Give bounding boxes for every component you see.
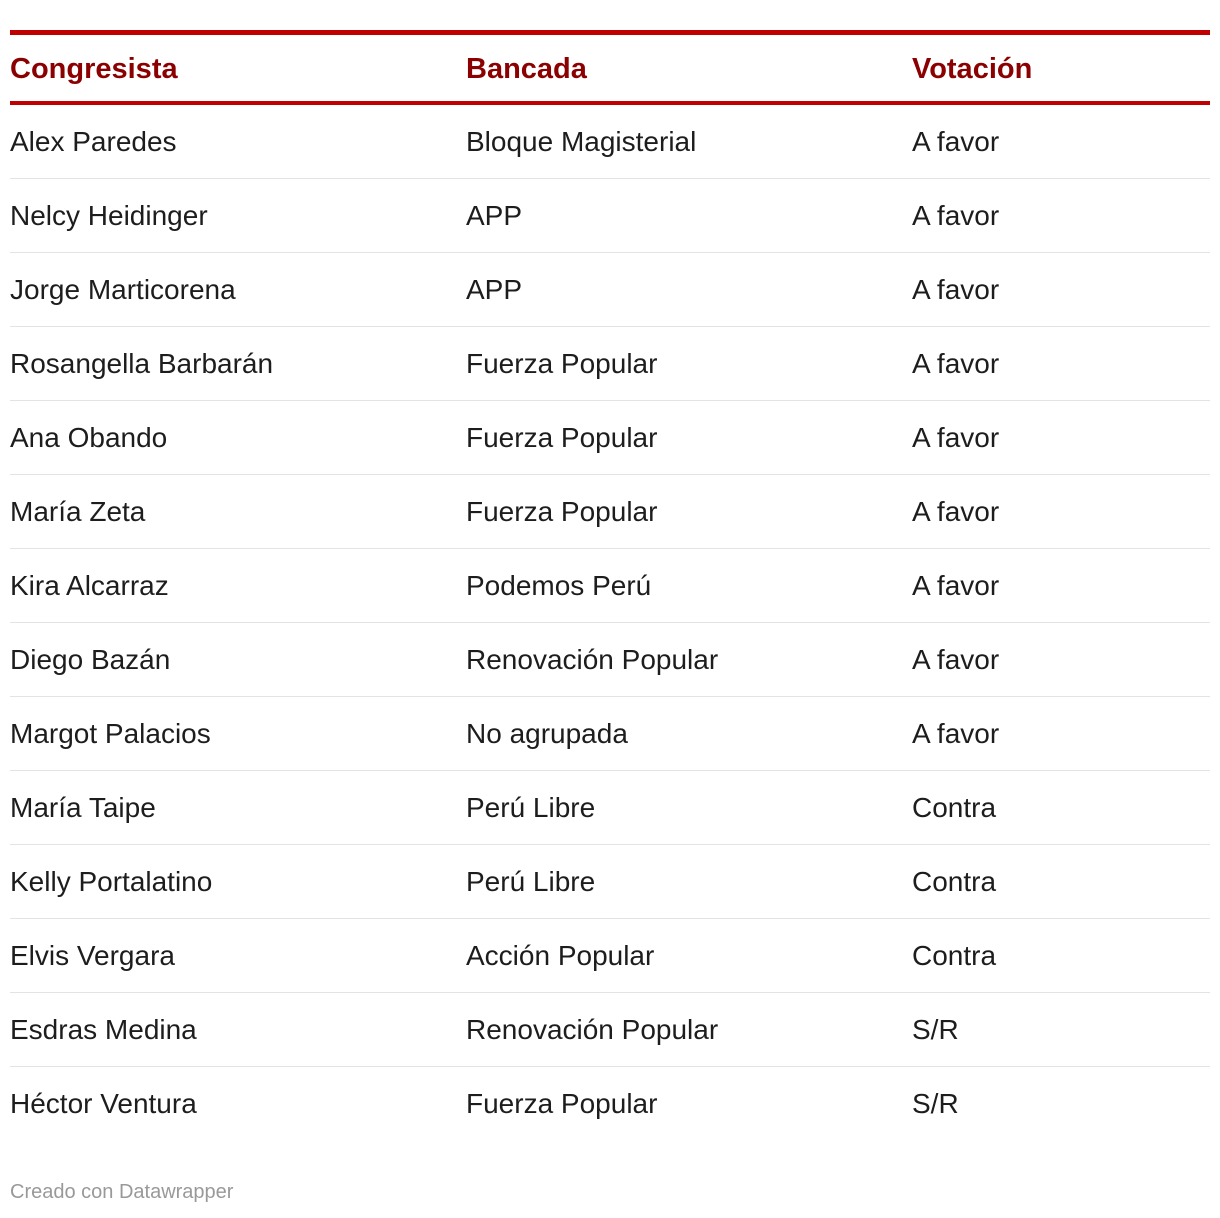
cell-votacion: Contra	[912, 939, 997, 971]
cell-votacion: A favor	[912, 199, 1000, 231]
cell-bancada: Fuerza Popular	[466, 347, 658, 379]
table-row	[10, 845, 1210, 919]
cell-congresista: Ana Obando	[10, 421, 168, 453]
table-row	[10, 401, 1210, 475]
cell-votacion: A favor	[912, 495, 1000, 527]
cell-votacion: A favor	[912, 569, 1000, 601]
cell-bancada: APP	[466, 273, 523, 305]
cell-congresista: Elvis Vergara	[10, 939, 175, 971]
cell-congresista: Nelcy Heidinger	[10, 199, 208, 231]
cell-bancada: APP	[466, 199, 523, 231]
cell-votacion: S/R	[912, 1013, 959, 1045]
table-row	[10, 475, 1210, 549]
table-body	[10, 105, 1210, 1141]
cell-congresista: Alex Paredes	[10, 125, 177, 157]
table-row	[10, 623, 1210, 697]
cell-congresista: Rosangella Barbarán	[10, 347, 274, 379]
table-row	[10, 105, 1210, 179]
cell-votacion: A favor	[912, 421, 1000, 453]
cell-bancada: Fuerza Popular	[466, 495, 658, 527]
datawrapper-credit: Creado con Datawrapper	[10, 1181, 234, 1203]
table-row	[10, 1067, 1210, 1141]
cell-congresista: Héctor Ventura	[10, 1088, 197, 1119]
cell-bancada: Perú Libre	[466, 791, 596, 823]
cell-votacion: Contra	[912, 791, 997, 823]
votes-table	[10, 30, 1210, 1141]
cell-congresista: Kelly Portalatino	[10, 865, 213, 897]
cell-votacion: Contra	[912, 865, 997, 897]
table-row	[10, 253, 1210, 327]
cell-bancada: Bloque Magisterial	[466, 125, 697, 157]
cell-bancada: Renovación Popular	[466, 643, 719, 675]
table-row	[10, 697, 1210, 771]
header-congresista[interactable]: Congresista	[10, 52, 178, 85]
cell-congresista: María Zeta	[10, 495, 146, 527]
cell-bancada: Acción Popular	[466, 939, 655, 971]
cell-congresista: Esdras Medina	[10, 1013, 197, 1045]
cell-bancada: Podemos Perú	[466, 569, 652, 601]
cell-votacion: A favor	[912, 717, 1000, 749]
cell-votacion: A favor	[912, 643, 1000, 675]
cell-votacion: A favor	[912, 347, 1000, 379]
cell-votacion: A favor	[912, 273, 1000, 305]
cell-bancada: No agrupada	[466, 717, 628, 749]
cell-bancada: Renovación Popular	[466, 1013, 719, 1045]
cell-votacion: A favor	[912, 125, 1000, 157]
cell-bancada: Fuerza Popular	[466, 1088, 658, 1119]
table-row	[10, 549, 1210, 623]
table-header	[10, 35, 1210, 105]
table-row	[10, 919, 1210, 993]
cell-congresista: Jorge Marticorena	[10, 273, 236, 305]
cell-congresista: Kira Alcarraz	[10, 569, 169, 601]
cell-congresista: Diego Bazán	[10, 643, 171, 675]
cell-congresista: Margot Palacios	[10, 717, 211, 749]
cell-bancada: Fuerza Popular	[466, 421, 658, 453]
table-row	[10, 179, 1210, 253]
cell-congresista: María Taipe	[10, 791, 156, 823]
header-bancada[interactable]: Bancada	[466, 52, 587, 85]
table-row	[10, 993, 1210, 1067]
cell-bancada: Perú Libre	[466, 865, 596, 897]
cell-votacion: S/R	[912, 1088, 959, 1119]
header-votacion[interactable]: Votación	[912, 52, 1033, 85]
table-row	[10, 327, 1210, 401]
table-row	[10, 771, 1210, 845]
